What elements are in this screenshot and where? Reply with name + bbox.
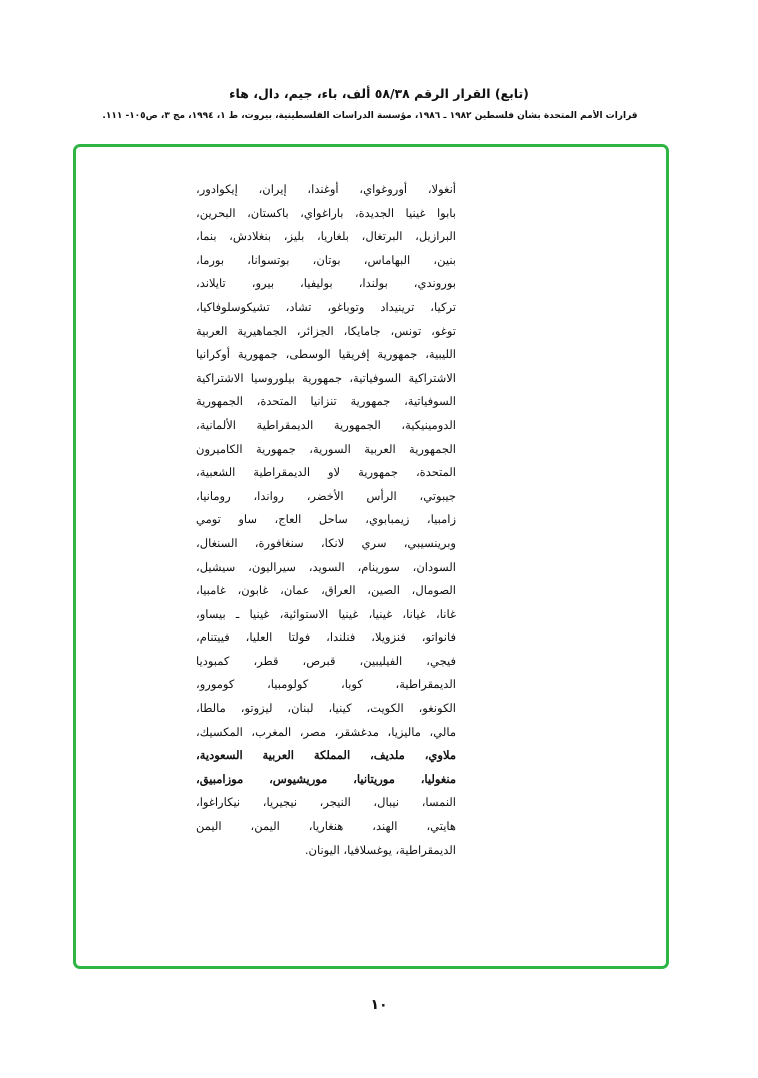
text-line: فيجي، الفيليبين، قبرص، قطر، كمبوديا: [196, 653, 456, 668]
text-line: أنغولا، أوروغواي، أوغندا، إيران، إيكوادور،: [196, 182, 456, 196]
page-title: (تابع) القرار الرقم ٥٨/٣٨ ألف، باء، جيم، دال، هاء: [229, 86, 529, 101]
page-number: ١٠: [370, 997, 388, 1013]
text-line: بنين، البهاماس، بوتان، بوتسوانا، بورما،: [196, 252, 456, 267]
text-line: توغو، تونس، جامايكا، الجزائر، الجماهيرية العربية: [196, 323, 456, 338]
text-line: فانواتو، فنزويلا، فنلندا، فولتا العليا، فييتنام،: [196, 630, 456, 645]
text-line: الدومينيكية، الجمهورية الديمقراطية الألمانية،: [196, 417, 456, 432]
text-line: زامبيا، زيمبابوي، ساحل العاج، ساو تومي: [196, 512, 456, 527]
text-line: الاشتراكية السوفياتية، جمهورية بيلوروسيا الاشتراكية: [196, 370, 456, 385]
text-line: مالي، ماليزيا، مدغشقر، مصر، المغرب، المكسيك،: [196, 724, 456, 739]
text-line: غانا، غيانا، غينيا، غينيا الاستوائية، غينيا ـ بيساو،: [196, 606, 456, 621]
text-line: الكونغو، الكويت، كينيا، لبنان، ليزوتو، مالطا،: [196, 701, 456, 716]
text-line: النمسا، نيبال، النيجر، نيجيريا، نيكاراغوا،: [196, 795, 456, 810]
source-citation: قرارات الأمم المتحدة بشأن فلسطين ١٩٨٢ ـ ١٩٨٦، مؤسسة الدراسات الفلسطينية، بيروت، ط ١، ١٩٩٤، مج ٣، ص١٠٥- ١١١.: [102, 111, 638, 121]
text-line: بابوا غينيا الجديدة، باراغواي، باكستان، البحرين،: [196, 205, 456, 220]
country-list-text: [196, 178, 456, 862]
text-line: المتحدة، جمهورية لاو الديمقراطية الشعبية،: [196, 465, 456, 480]
text-line: منغوليا، موريتانيا، موريشيوس، موزامبيق،: [196, 771, 456, 786]
text-line: جيبوتي، الرأس الأخضر، رواندا، رومانيا،: [196, 488, 456, 503]
text-line: البرازيل، البرتغال، بلغاريا، بليز، بنغلادش، بنما،: [196, 229, 456, 244]
text-line: الجمهورية العربية السورية، جمهورية الكاميرون: [196, 441, 456, 456]
text-line: الليبية، جمهورية إفريقيا الوسطى، جمهورية أوكرانيا: [196, 347, 456, 362]
text-line: هايتي، الهند، هنغاريا، اليمن، اليمن: [196, 819, 456, 834]
text-line: ملاوي، ملديف، المملكة العربية السعودية،: [196, 748, 456, 763]
text-line: الصومال، الصين، العراق، عمان، غابون، غامبيا،: [196, 583, 456, 598]
text-line: وبرينسيبي، سري لانكا، سنغافورة، السنغال،: [196, 535, 456, 550]
text-line: السوفياتية، جمهورية تنزانيا المتحدة، الجمهورية: [196, 394, 456, 409]
text-line: تركيا، ترينيداد وتوباغو، تشاد، تشيكوسلوفاكيا،: [196, 299, 456, 314]
text-line: بوروندي، بولندا، بوليفيا، بيرو، تايلاند،: [196, 276, 456, 291]
text-line: الديمقراطية، يوغسلافيا، اليونان.: [304, 842, 456, 857]
text-line: الديمقراطية، كوبا، كولومبيا، كومورو،: [196, 677, 456, 692]
text-line: السودان، سورينام، السويد، سيراليون، سيشيل،: [196, 559, 456, 574]
